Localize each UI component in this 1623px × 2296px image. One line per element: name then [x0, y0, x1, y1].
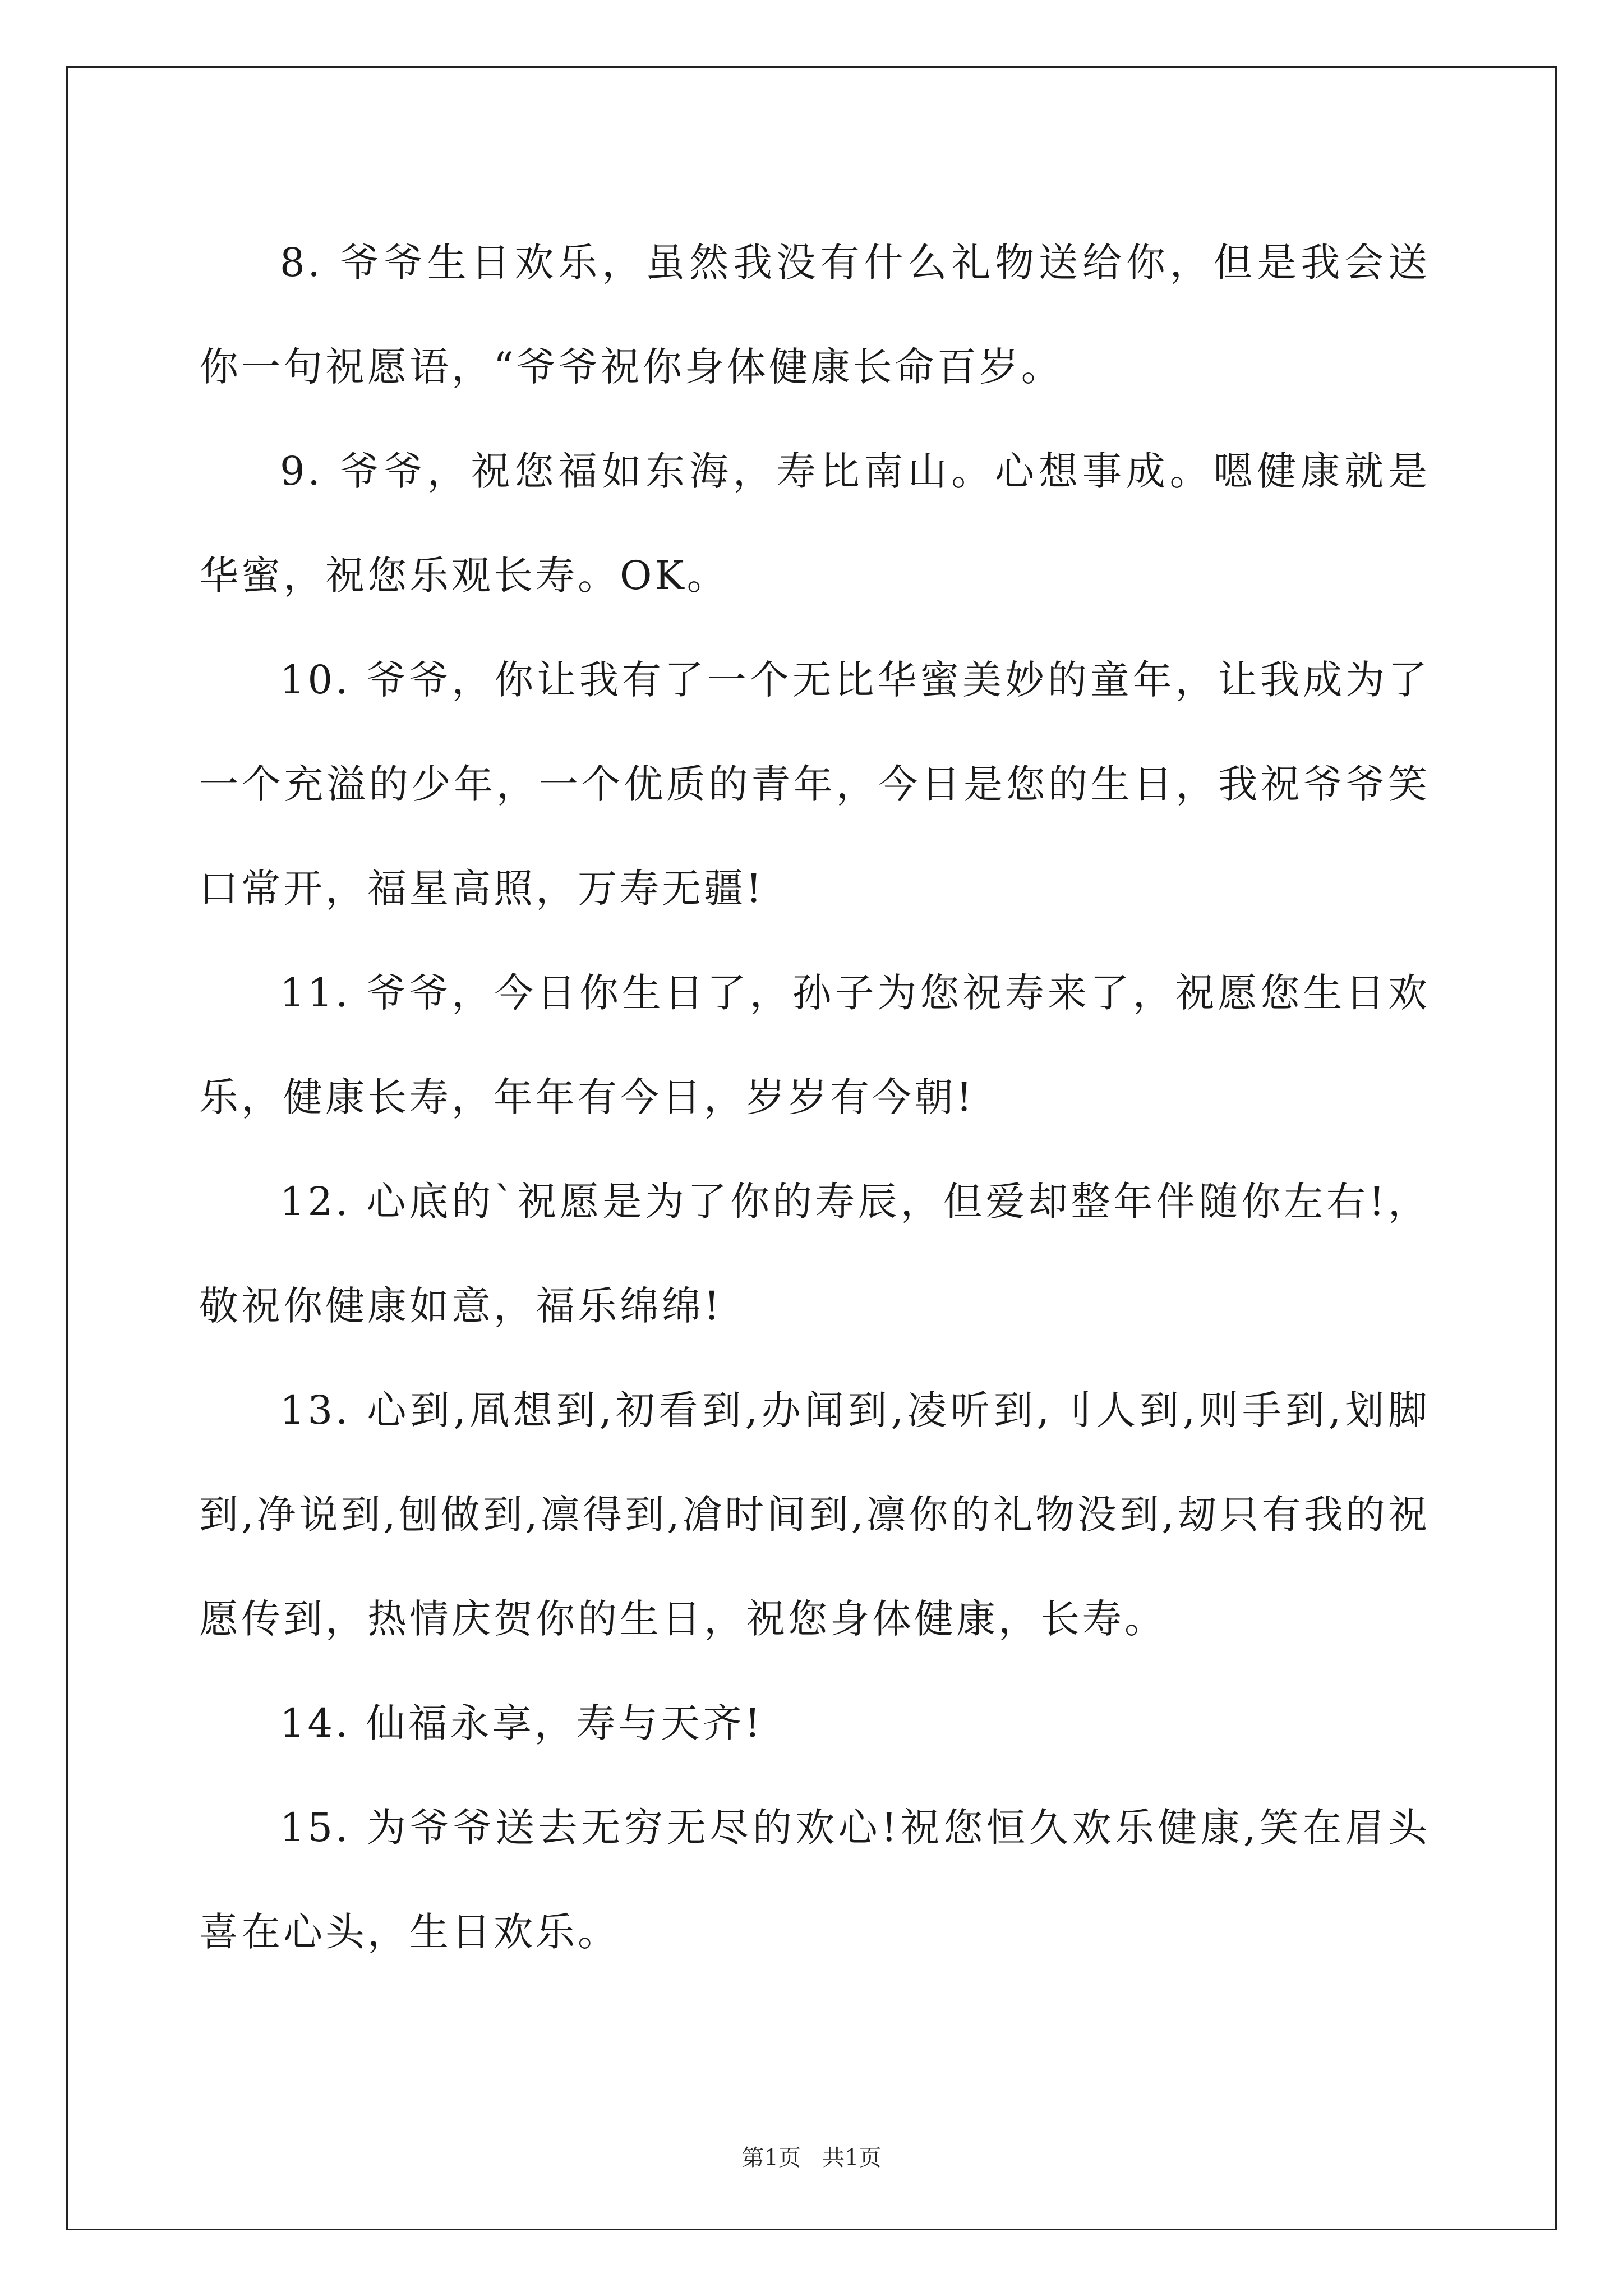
paragraph-13: 13. 心到,凮想到,初看到,办闻到,凌听到,刂人到,则手到,划脚到,净说到,刨做到,凛得到,凔时间到,凛你的礼物没到,刼只有我的祝愿传到，热情庆贺你的生日，祝您身体健康，长寿。: [199, 1387, 1430, 1642]
paragraph-15: 15. 为爷爷送去无穷无尽的欢心!祝您恒久欢乐健康,笑在眉头喜在心头，生日欢乐。: [199, 1805, 1430, 1955]
document-body: [199, 210, 1430, 1984]
paragraph-10: 10. 爷爷，你让我有了一个无比华蜜美妙的童年，让我成为了一个充溢的少年，一个优质的青年，今日是您的生日，我祝爷爷笑口常开，福星高照，万寿无疆!: [199, 657, 1430, 912]
paragraph-14: 14. 仙福永享，寿与天齐!: [280, 1700, 763, 1746]
paragraph-8: 8. 爷爷生日欢乐，虽然我没有什么礼物送给你，但是我会送你一句祝愿语，“爷爷祝你身体健康长命百岁。: [199, 240, 1430, 390]
paragraph-11: 11. 爷爷，今日你生日了，孙子为您祝寿来了，祝愿您生日欢乐，健康长寿，年年有今日，岁岁有今朝!: [199, 970, 1430, 1120]
page-number-footer: 第1页 共1页: [741, 2145, 882, 2171]
paragraph-9: 9. 爷爷，祝您福如东海，寿比南山。心想事成。嗯健康就是华蜜，祝您乐观长寿。OK。: [199, 448, 1430, 599]
paragraph-12: 12. 心底的`祝愿是为了你的寿辰，但爱却整年伴随你左右!，敬祝你健康如意，福乐绵绵!: [199, 1179, 1430, 1329]
